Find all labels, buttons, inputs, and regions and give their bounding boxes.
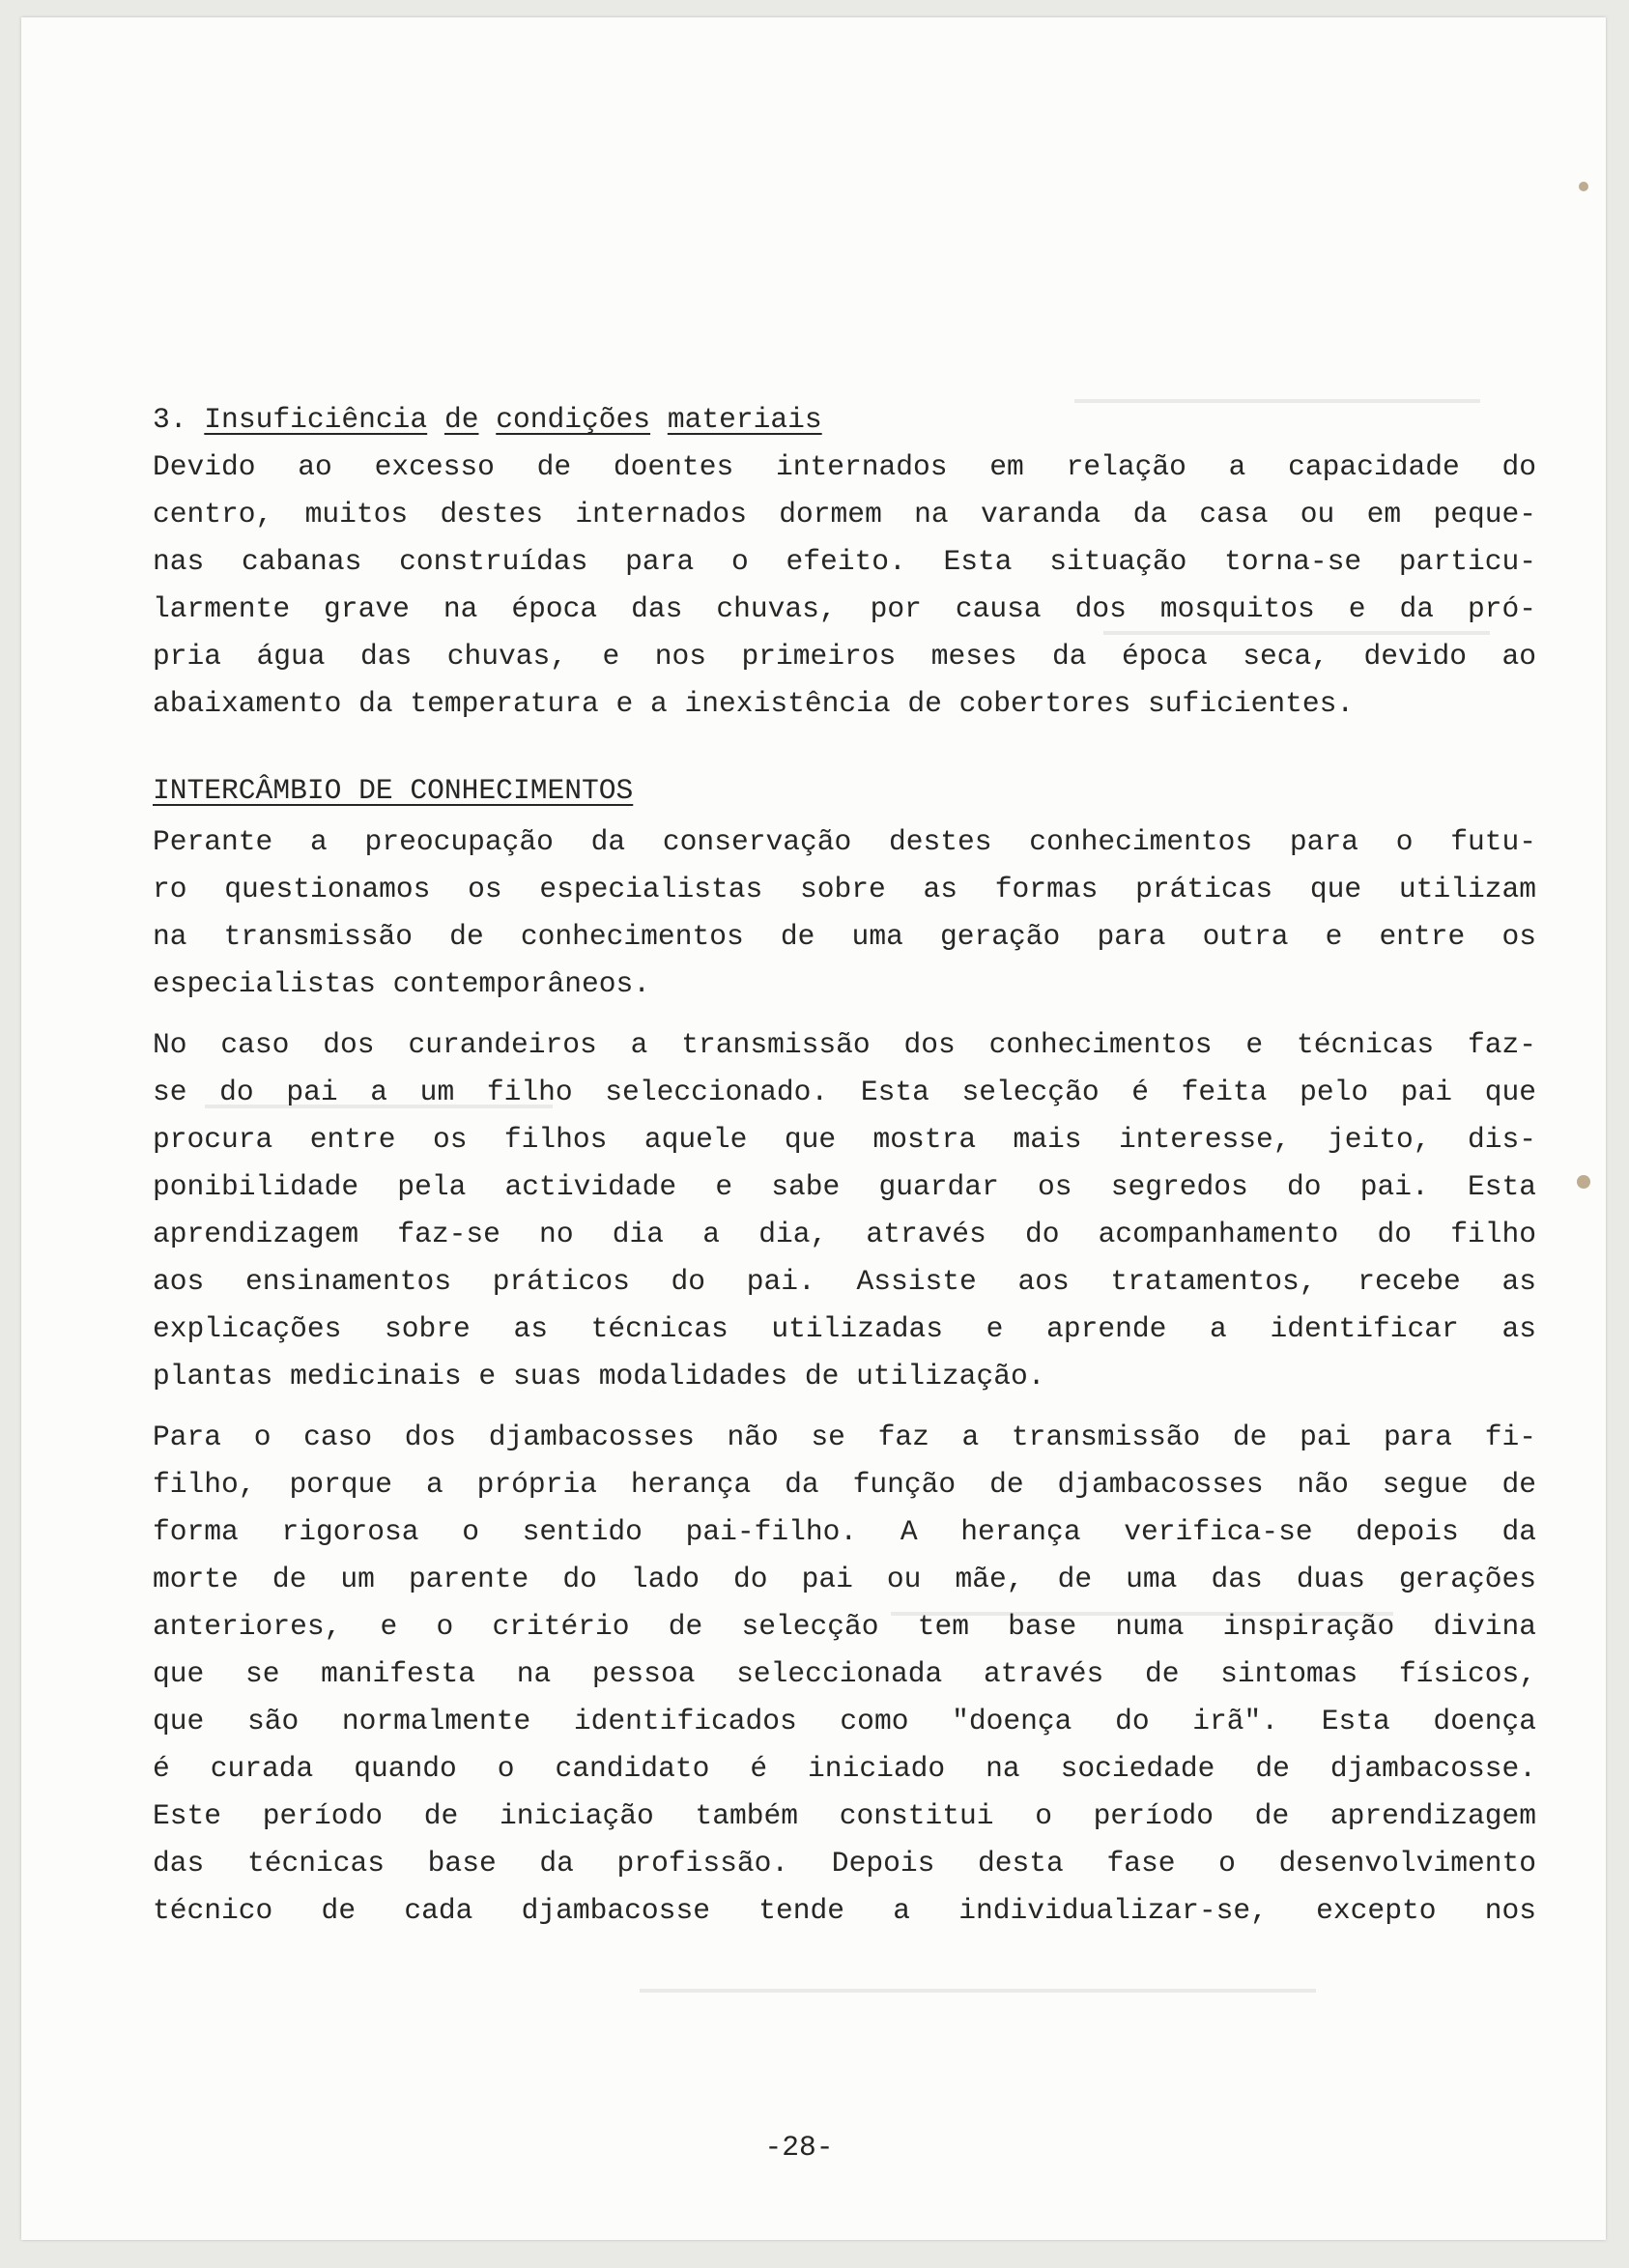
- text-line: No caso dos curandeiros a transmissão dos conhecimentos e técnicas faz-: [153, 1028, 1536, 1061]
- section-number: 3.: [153, 403, 187, 436]
- spacer: [153, 728, 1536, 767]
- text-line: ponibilidade pela actividade e sabe guardar os segredos do pai. Esta: [153, 1170, 1536, 1203]
- text-line: das técnicas base da profissão. Depois desta fase o desenvolvimento: [153, 1847, 1536, 1880]
- page-number: -28-: [764, 2131, 834, 2164]
- text-line: filho, porque a própria herança da função de djambacosses não segue de: [153, 1468, 1536, 1501]
- text-line: Devido ao excesso de doentes internados em relação a capacidade do: [153, 450, 1536, 483]
- text-line: aos ensinamentos práticos do pai. Assiste aos tratamentos, recebe as: [153, 1265, 1536, 1298]
- heading-text: INTERCÂMBIO DE CONHECIMENTOS: [153, 774, 634, 807]
- text-line: Este período de iniciação também constitui o período de aprendizagem: [153, 1799, 1536, 1832]
- document-body: [153, 396, 1536, 1935]
- text-line: pria água das chuvas, e nos primeiros meses da época seca, devido ao: [153, 640, 1536, 673]
- text-line: que são normalmente identificados como "doença do irã". Esta doença: [153, 1705, 1536, 1737]
- text-line: forma rigorosa o sentido pai-filho. A herança verifica-se depois da: [153, 1515, 1536, 1548]
- text-line: aprendizagem faz-se no dia a dia, através do acompanhamento do filho: [153, 1218, 1536, 1250]
- text-line: na transmissão de conhecimentos de uma geração para outra e entre os: [153, 920, 1536, 953]
- document-page: [21, 17, 1606, 2240]
- text-line: larmente grave na época das chuvas, por causa dos mosquitos e da pró-: [153, 592, 1536, 625]
- paragraph-djambacosses: [153, 1414, 1536, 1935]
- text-line: explicações sobre as técnicas utilizadas e aprende a identificar as: [153, 1312, 1536, 1345]
- spacer: [153, 1008, 1536, 1021]
- text-line: centro, muitos destes internados dormem na varanda da casa ou em peque-: [153, 498, 1536, 531]
- heading-word: de: [443, 403, 479, 436]
- text-line: abaixamento da temperatura e a inexistência de cobertores suficientes.: [153, 687, 1355, 720]
- heading-word: condições: [496, 403, 651, 436]
- section-heading-insuficiencia: [153, 396, 1536, 444]
- text-line: se do pai a um filho seleccionado. Esta selecção é feita pelo pai que: [153, 1076, 1536, 1108]
- section-heading-intercambio: [153, 767, 1536, 815]
- text-line: Perante a preocupação da conservação destes conhecimentos para o futu-: [153, 825, 1536, 858]
- text-line: procura entre os filhos aquele que mostra mais interesse, jeito, dis-: [153, 1123, 1536, 1156]
- heading-word: Insuficiência: [204, 403, 428, 436]
- text-line: plantas medicinais e suas modalidades de utilização.: [153, 1360, 1045, 1392]
- heading-word: materiais: [667, 403, 822, 436]
- paragraph-perante: [153, 818, 1536, 1008]
- paragraph-insuficiencia: [153, 444, 1536, 728]
- text-line: é curada quando o candidato é iniciado na sociedade de djambacosse.: [153, 1752, 1536, 1785]
- text-line: Para o caso dos djambacosses não se faz a transmissão de pai para fi-: [153, 1421, 1536, 1453]
- paragraph-curandeiros: [153, 1021, 1536, 1400]
- spacer: [153, 1400, 1536, 1414]
- text-line: ro questionamos os especialistas sobre as formas práticas que utilizam: [153, 873, 1536, 905]
- text-line: morte de um parente do lado do pai ou mãe, de uma das duas gerações: [153, 1563, 1536, 1595]
- text-line: técnico de cada djambacosse tende a individualizar-se, excepto nos: [153, 1894, 1536, 1927]
- text-line: anteriores, e o critério de selecção tem base numa inspiração divina: [153, 1610, 1536, 1643]
- text-line: nas cabanas construídas para o efeito. Esta situação torna-se particu-: [153, 545, 1536, 578]
- text-line: especialistas contemporâneos.: [153, 967, 651, 1000]
- text-line: que se manifesta na pessoa seleccionada através de sintomas físicos,: [153, 1657, 1536, 1690]
